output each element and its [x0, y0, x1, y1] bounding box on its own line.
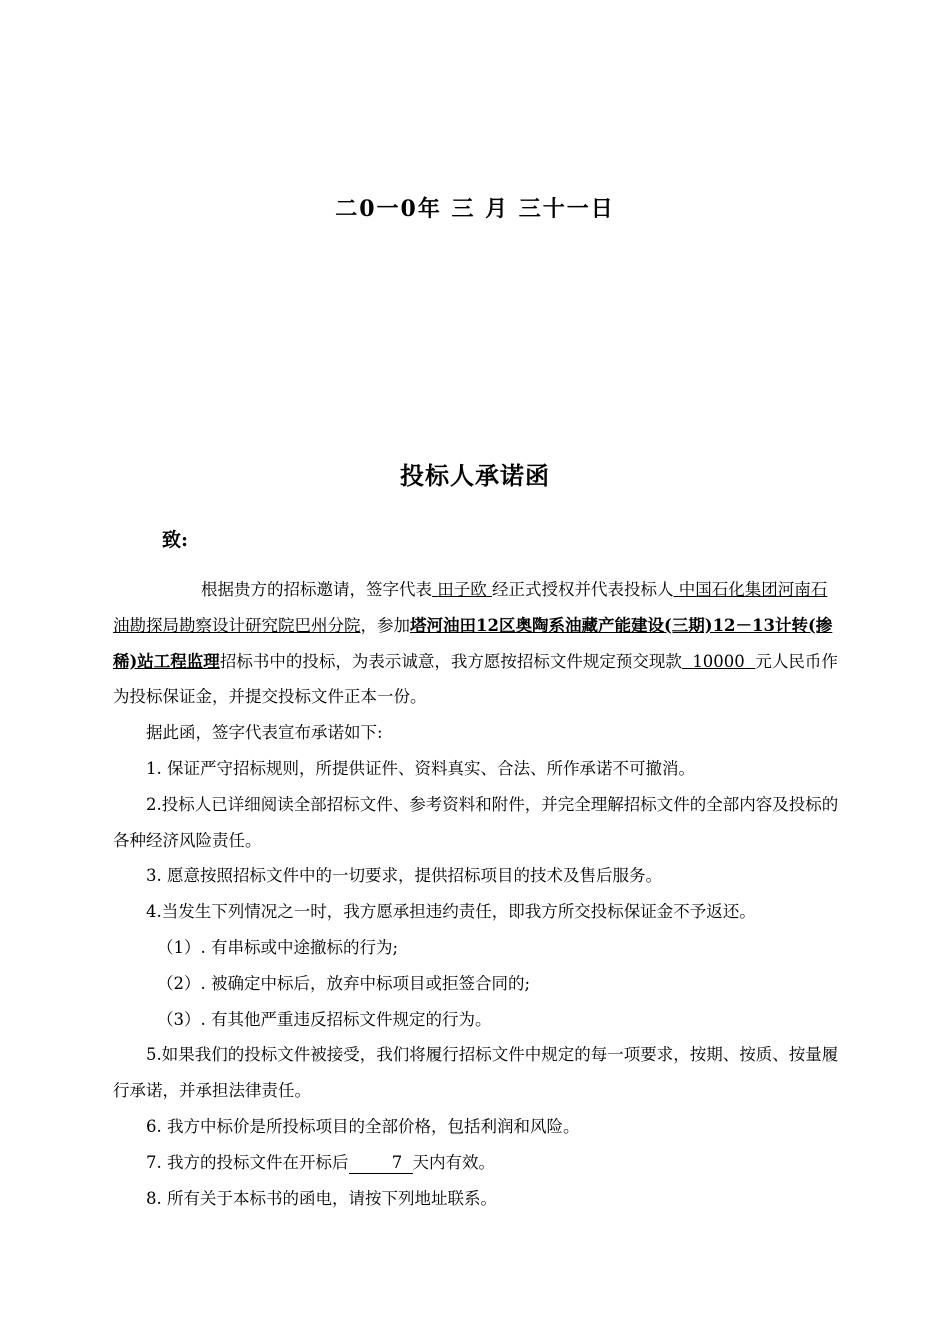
- subitem-3: （3）. 有其他严重违反招标文件规定的行为。: [157, 1009, 492, 1029]
- item-1: 1. 保证严守招标规则，所提供证件、资料真实、合法、所作承诺不可撤消。: [146, 758, 695, 778]
- representative-name: 田子欧: [437, 580, 487, 599]
- item-7: [113, 1145, 839, 1181]
- item-2: 2.投标人已详细阅读全部招标文件、参考资料和附件，并完全理解招标文件的全部内容及投标的各种经济风险责任。: [113, 794, 839, 850]
- date-line: 二0一0年 三 月 三十一日: [335, 196, 615, 222]
- intro-text-e: 元人民币作为投标保证金，并提交投标文件正本一份。: [113, 651, 838, 707]
- item-7-text-a: 7. 我方的投标文件在开标后: [146, 1152, 349, 1172]
- deposit-amount: 10000: [692, 651, 745, 671]
- subitem-2: （2）. 被确定中标后，放弃中标项目或拒签合同的;: [157, 973, 531, 993]
- lead-line: 据此函，签字代表宣布承诺如下:: [146, 723, 383, 743]
- intro-paragraph: [113, 572, 839, 715]
- intro-text-d: 招标书中的投标，为表示诚意，我方愿按招标文件规定预交现款: [219, 651, 682, 671]
- item-3: 3. 愿意按照招标文件中的一切要求，提供招标项目的技术及售后服务。: [146, 866, 662, 886]
- item-7-text-b: 天内有效。: [412, 1152, 495, 1172]
- item-8: 8. 所有关于本标书的函电，请按下列地址联系。: [146, 1188, 497, 1208]
- valid-days: 7: [349, 1153, 413, 1174]
- item-4: 4.当发生下列情况之一时，我方愿承担违约责任，即我方所交投标保证金不予返还。: [146, 902, 756, 922]
- subitem-1: （1）. 有串标或中途撤标的行为;: [157, 937, 399, 957]
- letter-title: 投标人承诺函: [400, 461, 550, 490]
- item-5: 5.如果我们的投标文件被接受，我们将履行招标文件中规定的每一项要求，按期、按质、按量履行承诺，并承担法律责任。: [113, 1045, 839, 1101]
- intro-text-b: 经正式授权并代表投标人: [492, 580, 674, 599]
- item-6: 6. 我方中标价是所投标项目的全部价格，包括利润和风险。: [146, 1116, 580, 1136]
- addressee: 致:: [162, 529, 189, 551]
- intro-text-a: 根据贵方的招标邀请，签字代表: [201, 580, 432, 599]
- bidder-name: 中国石化集团河南石油勘探局勘察设计研究院巴州分院: [113, 580, 828, 635]
- letter-body: [113, 572, 839, 1216]
- project-name: 塔河油田12区奥陶系油藏产能建设(三期)12－13计转(掺稀)站工程监理: [113, 615, 833, 671]
- intro-text-c: ，参加: [360, 615, 410, 635]
